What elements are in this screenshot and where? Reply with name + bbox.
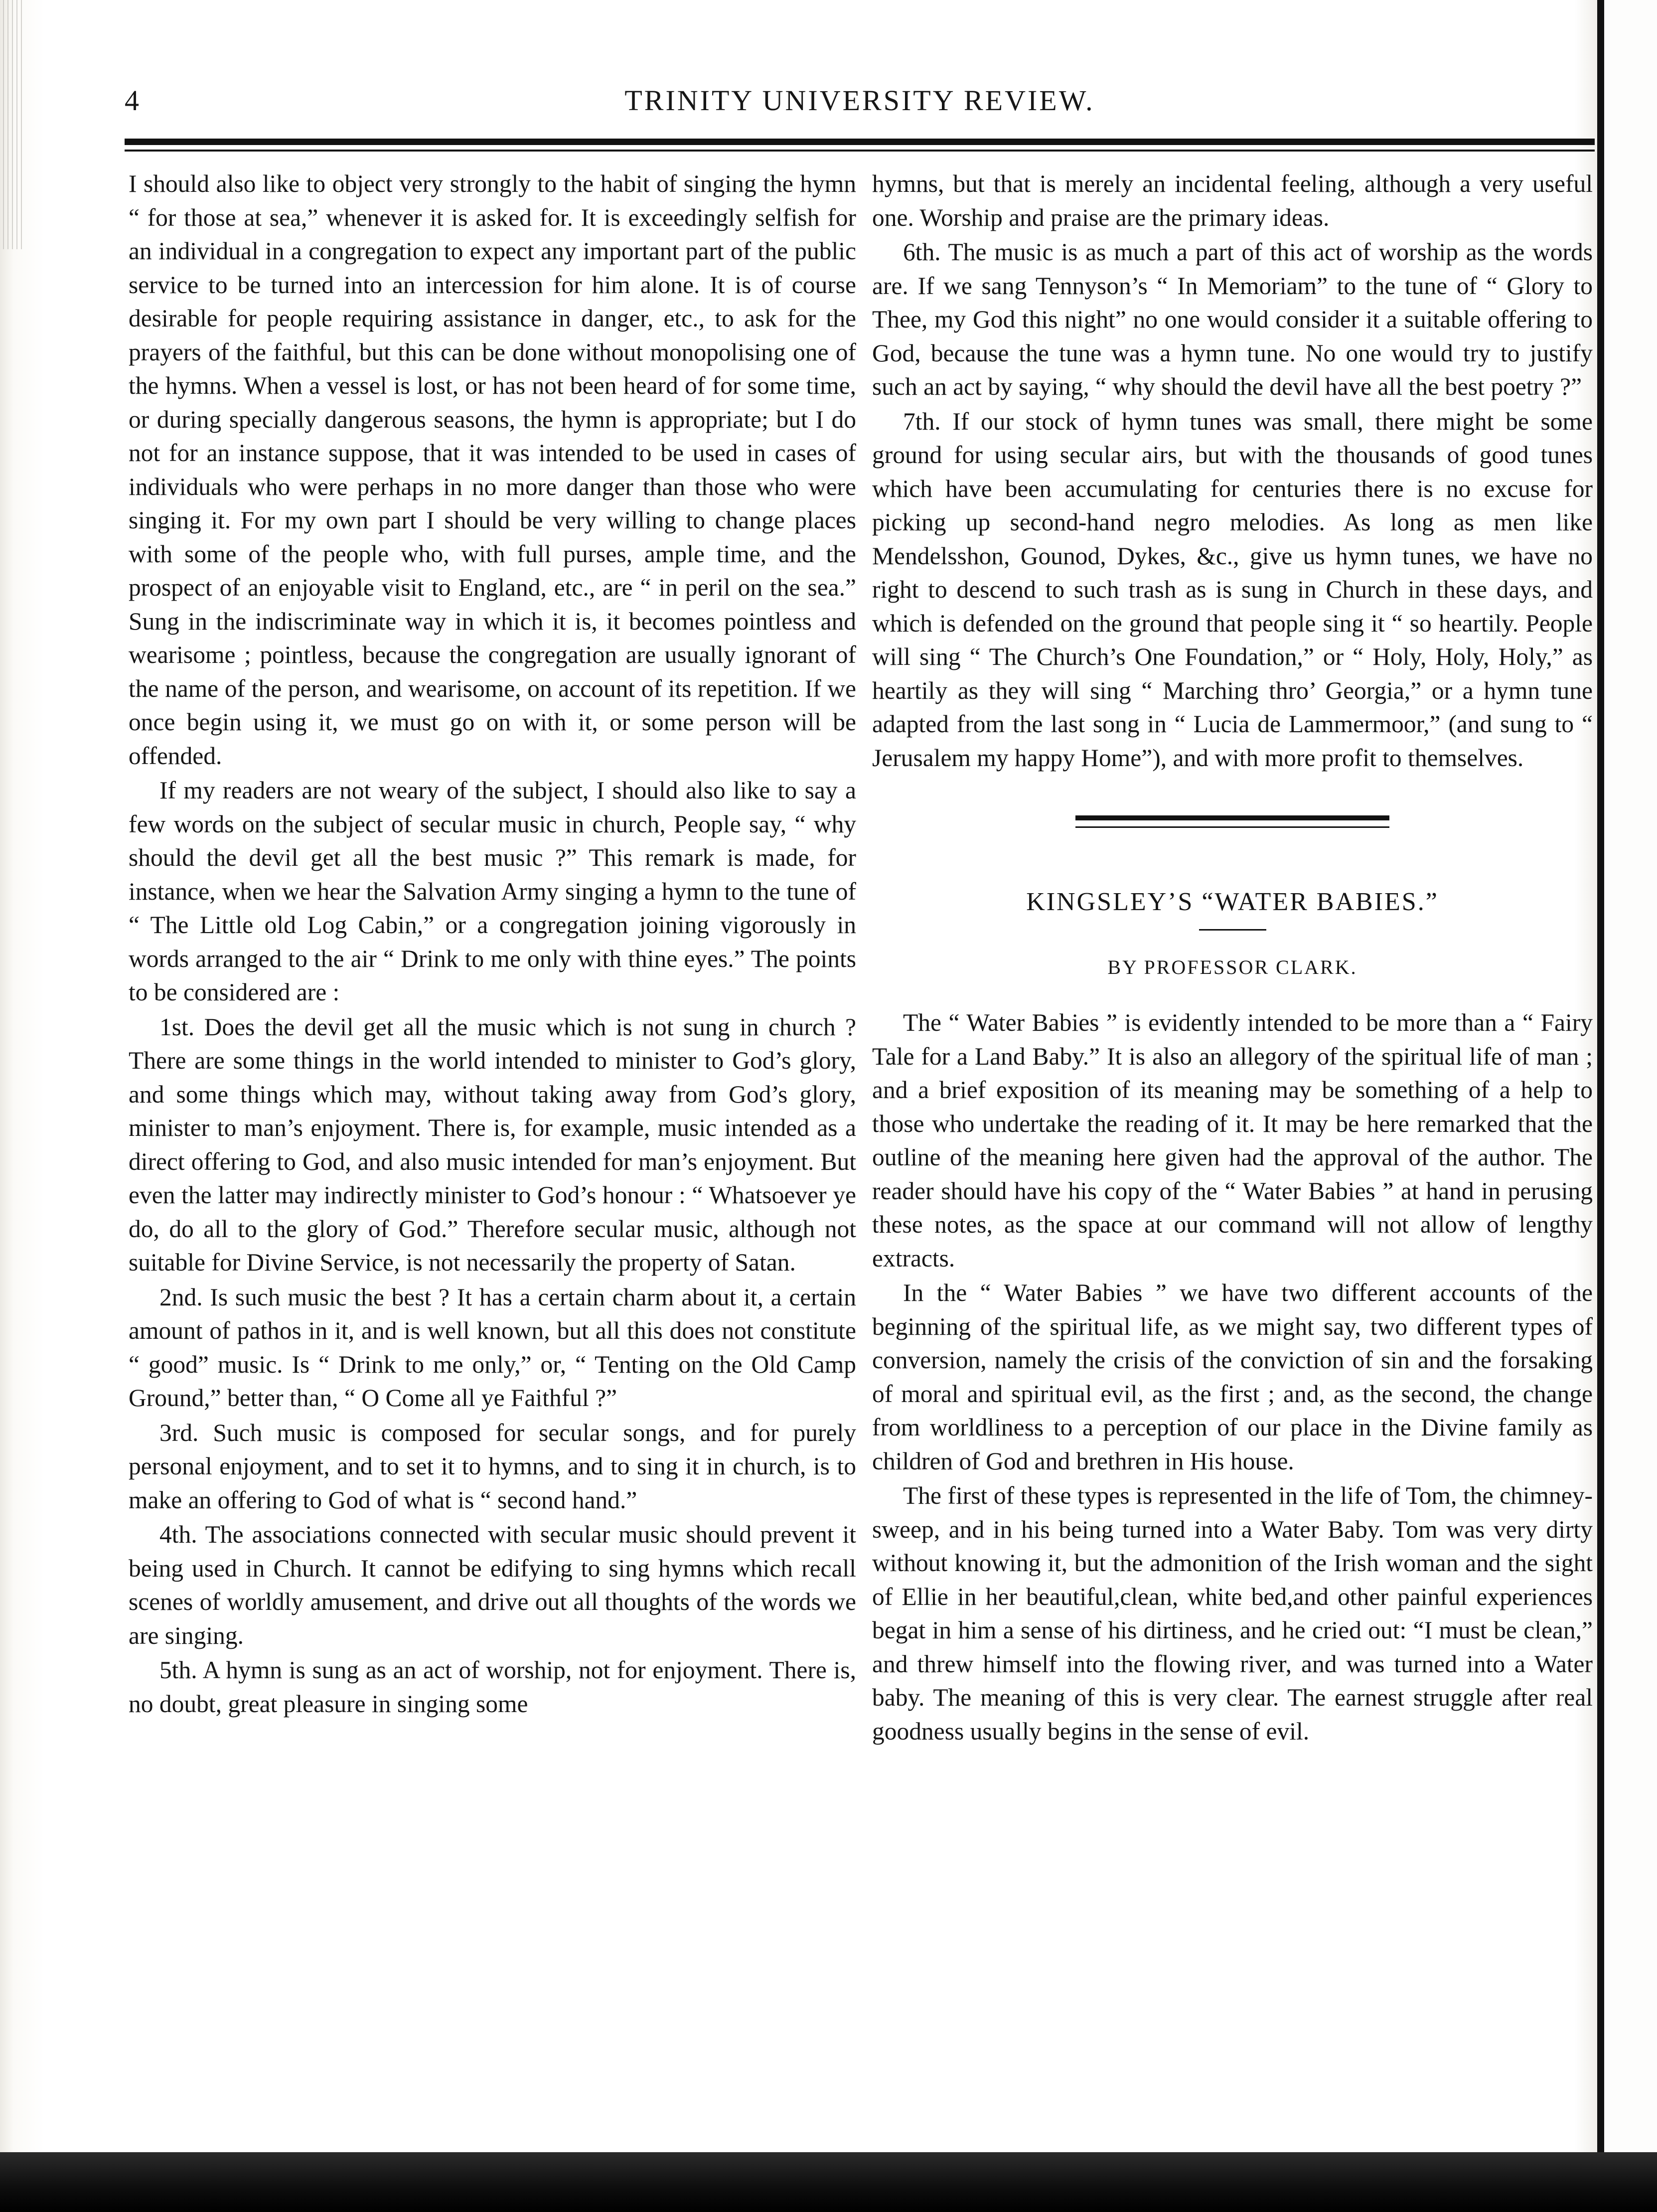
article-title: KINGSLEY’S “WATER BABIES.” [1026,888,1439,916]
paragraph: The “ Water Babies ” is evidently intended to be more than a “ Fairy Tale for a Land Baby.” It is also an allegory of the spiritual life of man ; and a brief exposition of its meaning may be something of a help to those who undertake the reading of it. It may be here remarked that the outline of the meaning here given had the approval of the author. The reader should have his copy of the “ Water Babies ” at hand in perusing these notes, as the space at our command will not allow of lengthy extracts. [872,1009,1593,1272]
separator-rule-thick [1075,815,1389,820]
page-header [125,84,1595,124]
header-rule-thin [125,150,1595,152]
article-byline: BY PROFESSOR CLARK. [1107,955,1357,978]
paragraph: In the “ Water Babies ” we have two different accounts of the beginning of the spiritual life, as we might say, two different types of conversion, namely the crisis of the conviction of sin and the forsaking of moral and spiritual evil, as the first ; and, as the second, the change from worldliness to a perception of our place in the Divine family as children of God and brethren in His house. [872,1279,1593,1475]
right-column [872,167,1593,1748]
paragraph: 5th. A hymn is sung as an act of worship, not for enjoyment. There is, no doubt, great pleasure in singing some [129,1656,856,1718]
page-number: 4 [125,84,139,117]
paragraph: 7th. If our stock of hymn tunes was small, there might be some ground for using secular airs, but with the thousands of good tunes which have been accumulating for centuries there is no excuse for picking up second-hand negro melodies. As long as men like Mendelsshon, Gounod, Dykes, &c., give us hymn tunes, we have no right to descend to such trash as is sung in Church in these days, and which is defended on the ground that people sing it “ so heartily. People will sing “ The Church’s One Foundation,” or “ Holy, Holy, Holy,” as heartily as they will sing “ Marching thro’ Georgia,” or a hymn tune adapted from the last song in “ Lucia de Lammermoor,” (and sung to “ Jerusalem my happy Home”), and with more profit to themselves. [872,407,1593,772]
facing-page-strip [1604,0,1657,2212]
running-title: TRINITY UNIVERSITY REVIEW. [624,84,1095,117]
paragraph: 6th. The music is as much a part of this act of worship as the words are. If we sang Tennyson’s “ In Memoriam” to the tune of “ Glory to Thee, my God this night” no one would consider it a suitable offering to God, because the tune was a hymn tune. No one would try to justify such an act by saying, “ why should the devil have all the best poetry ?” [872,238,1593,400]
paragraph: hymns, but that is merely an incidental feeling, although a very useful one. Worship and praise are the primary ideas. [872,170,1593,231]
paragraph: 1st. Does the devil get all the music which is not sung in church ? There are some things in the world intended to minister to God’s glory, and some things which may, without taking away from God’s glory, minister to man’s enjoyment. There is, for example, music intended as a direct offering to God, and also music intended for man’s enjoyment. But even the latter may indirectly minister to God’s honour : “ Whatsoever ye do, do all to the glory of God.” Therefore secular music, although not suitable for Divine Service, is not necessarily the property of Satan. [129,1013,856,1276]
page-bottom-shadow [0,2152,1657,2212]
page-edge-shadow [1597,0,1604,2212]
paragraph: If my readers are not weary of the subject, I should also like to say a few words on the subject of secular music in church, People say, “ why should the devil get all the best music ?” This remark is made, for instance, when we hear the Salvation Army singing a hymn to the tune of “ The Little old Log Cabin,” or a congregation joining vigorously in words arranged to the air “ Drink to me only with thine eyes.” The points to be considered are : [129,777,856,1006]
title-underline [1199,929,1266,931]
paragraph: 2nd. Is such music the best ? It has a certain charm about it, a certain amount of pathos in it, and is well known, but all this does not constitute “ good” music. Is “ Drink to me only,” or, “ Tenting on the Old Camp Ground,” better than, “ O Come all ye Faithful ?” [129,1283,856,1412]
paragraph: 4th. The associations connected with secular music should prevent it being used in Church. It cannot be edifying to sing hymns which recall scenes of worldly amusement, and drive out all thoughts of the words we are singing. [129,1521,856,1649]
header-rule-thick [125,139,1595,145]
paragraph: I should also like to object very strongly to the habit of singing the hymn “ for those at sea,” whenever it is asked for. It is exceedingly selfish for an individual in a congregation to expect any important part of the public service to be turned into an intercession for him alone. It is of course desirable for people requiring assistance in danger, etc., to ask for the prayers of the faithful, but this can be done without monopolising one of the hymns. When a vessel is lost, or has not been heard of for some time, or during specially dangerous seasons, the hymn is appropriate; but I do not for an instance suppose, that it was intended to be used in cases of individuals who were perhaps in no more danger than those who were singing it. For my own part I should be very willing to change places with some of the people who, with full purses, ample time, and the prospect of an enjoyable visit to England, etc., are “ in peril on the sea.” Sung in the indiscriminate way in which it is, it becomes pointless and wearisome ; pointless, because the congregation are usually ignorant of the name of the person, and wearisome, on account of its repetition. If we once begin using it, we must go on with it, or some person will be offended. [129,170,856,770]
separator-rule-thin [1075,826,1389,828]
binding-edge [3,0,23,249]
section-separator [1075,815,1389,835]
paragraph: The first of these types is represented in the life of Tom, the chimney-sweep, and in his being turned into a Water Baby. Tom was very dirty without knowing it, but the admonition of the Irish woman and the sight of Ellie in her beautiful,clean, white bed,and other painful experiences begat in him a sense of his dirtiness, and he cried out: “I must be clean,” and threw himself into the flowing river, and was turned into a Water baby. The meaning of this is very clear. The earnest struggle after real goodness usually begins in the sense of evil. [872,1482,1593,1745]
paragraph: 3rd. Such music is composed for secular songs, and for purely personal enjoyment, and to set it to hymns, and to sing it in church, is to make an offering to God of what is “ second hand.” [129,1419,856,1514]
left-column [129,167,856,1721]
